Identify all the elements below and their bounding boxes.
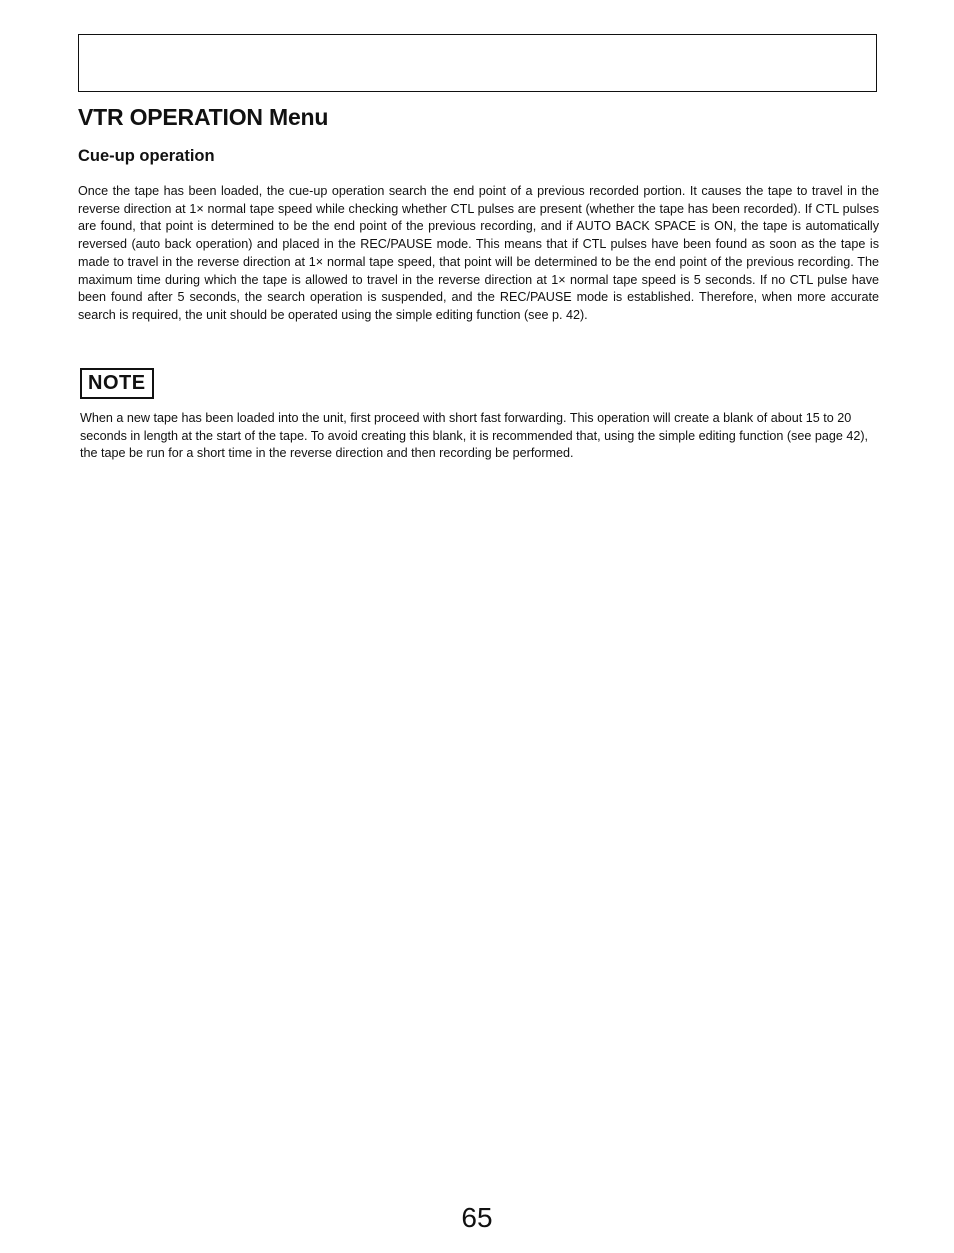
note-body-paragraph: When a new tape has been loaded into the unit, first proceed with short fast forwarding. This operation will create a blank of about 15 to 20 seconds in length at the start of the tape. To avoid creating this blank, it is recommended that, using the simple editing function (see page 42), the tape be run for a short time in the reverse direction and then recording be performed. xyxy=(80,411,869,461)
header-frame xyxy=(78,34,877,92)
note-label: NOTE xyxy=(80,368,154,399)
page-title: VTR OPERATION Menu xyxy=(78,104,329,130)
page-number: 65 xyxy=(461,1202,493,1233)
section-body-paragraph: Once the tape has been loaded, the cue-up operation search the end point of a previous recorded portion. It causes the tape to travel in the reverse direction at 1× normal tape speed while checking whether CTL pulses are present (whether the tape has been recorded). If CTL pulses are found, that point is determined to be the end point of the previous recording, and if AUTO BACK SPACE is ON, the tape is automatically reversed (auto back operation) and placed in the REC/PAUSE mode. This means that if CTL pulses have been found as soon as the tape is made to travel in the reverse direction at 1× normal tape speed, that point will be determined to be the end point of the previous recording. The maximum time during which the tape is allowed to travel in the reverse direction at 1× normal tape speed is 5 seconds. If no CTL pulse have been found after 5 seconds, the search operation is suspended, and the REC/PAUSE mode is established. Therefore, when more accurate search is required, the unit should be operated using the simple editing function (see p. 42). xyxy=(78,184,879,322)
section-heading: Cue-up operation xyxy=(78,147,215,165)
